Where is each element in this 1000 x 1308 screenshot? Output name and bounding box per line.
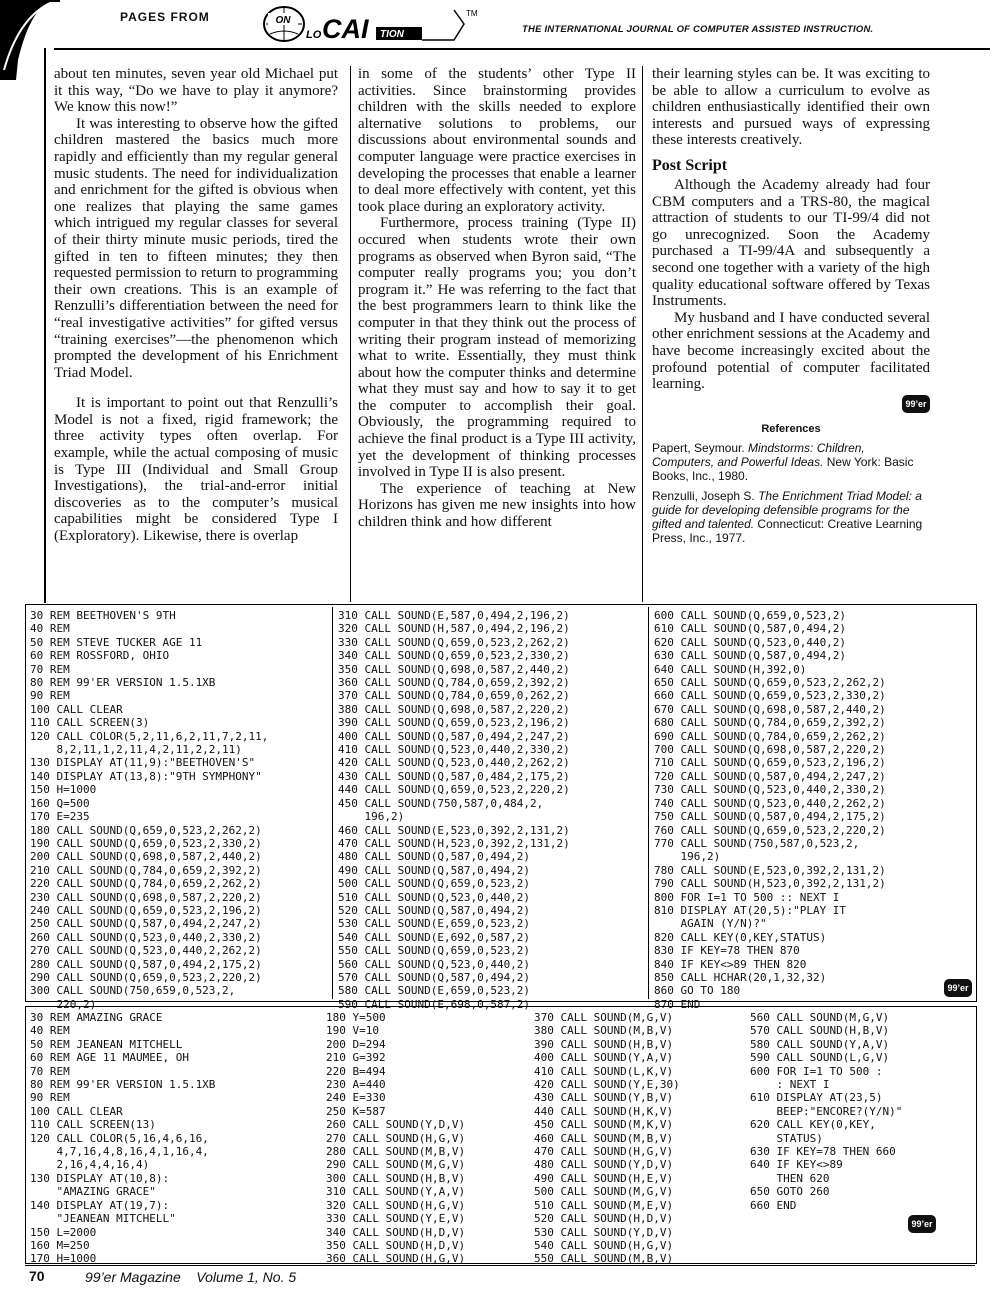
paragraph: It was interesting to observe how the gifted children mastered the basics much more rapidly and efficiently than my regular general music students. The need for individualization and enrichment for the gifted is obvious when one realizes that playing the same games which intrigued my regular classes for several of their thirty minute music periods, tired the gifted in ten to fifteen minutes; they then requested permission to return to programming their own creations. This is an example of Renzulli’s differentiation between the need for “real investigative activities” for gifted versus “training exercises”—the phenomenon which prompted the development of his Enrichment Triad Model. — [54, 115, 338, 381]
footer-rule — [25, 1265, 975, 1266]
column-divider-1 — [350, 66, 351, 602]
listing-column-2: 310 CALL SOUND(E,587,0,494,2,196,2) 320 CALL SOUND(H,587,0,494,2,196,2) 330 CALL SOUND(Q,659,0,523,2,262,2) 340 CALL SOUND(Q,659,0,523,2,330,2) 350 CALL SOUND(Q,698,0,587,2,440,2) 360 CALL SOUND(Q,784,0,659,2,392,2) 370 CALL SOUND(Q,784,0,659,0,262,2) 380 CALL SOUND(Q,698,0,587,2,220,2) 390 CALL SOUND(Q,659,0,523,2,196,2) 400 CALL SOUND(Q,587,0,494,2,247,2) 410 CALL SOUND(Q,523,0,440,2,330,2) 420 CALL SOUND(Q,523,0,440,2,262,2) 430 CALL SOUND(Q,587,0,484,2,175,2) 440 CALL SOUND(Q,659,0,523,2,220,2) 450 CALL SOUND(750,587,0,484,2, 196,2) 460 CALL SOUND(E,523,0,392,2,131,2) 470 CALL SOUND(H,523,0,392,2,131,2) 480 CALL SOUND(Q,587,0,494,2) 490 CALL SOUND(Q,587,0,494,2) 500 CALL SOUND(Q,659,0,523,2) 510 CALL SOUND(Q,523,0,440,2) 520 CALL SOUND(Q,587,0,494,2) 530 CALL SOUND(E,659,0,523,2) 540 CALL SOUND(E,692,0,587,2) 550 CALL SOUND(Q,659,0,523,2) 560 CALL SOUND(Q,523,0,440,2) 570 CALL SOUND(Q,587,0,494,2) 580 CALL SOUND(E,659,0,523,2) 590 CALL SOUND(E,698,0,587,2) — [338, 609, 570, 1011]
paragraph: My husband and I have conducted several other enrichment sessions at the Academy and have become increasingly excited about the profound potential of computer facilitated learning. — [652, 309, 930, 393]
listing-column-1: 30 REM BEETHOVEN'S 9TH 40 REM 50 REM STEVE TUCKER AGE 11 60 REM ROSSFORD, OHIO 70 REM 80 REM 99'ER VERSION 1.5.1XB 90 REM 100 CALL CLEAR 110 CALL SCREEN(3) 120 CALL COLOR(5,2,11,6,2,11,7,2,11, 8,2,11,1,2,11,4,2,11,2,2,11) 130 DISPLAY AT(11,9):"BEETHOVEN'S" 140 DISPLAY AT(13,8):"9TH SYMPHONY" 150 H=1000 160 Q=500 170 E=235 180 CALL SOUND(Q,659,0,523,2,262,2) 190 CALL SOUND(Q,659,0,523,2,330,2) 200 CALL SOUND(Q,698,0,587,2,440,2) 210 CALL SOUND(Q,784,0,659,2,392,2) 220 CALL SOUND(Q,784,0,659,2,262,2) 230 CALL SOUND(Q,698,0,587,2,220,2) 240 CALL SOUND(Q,659,0,523,2,196,2) 250 CALL SOUND(Q,587,0,494,2,247,2) 260 CALL SOUND(Q,523,0,440,2,330,2) 270 CALL SOUND(Q,523,0,440,2,262,2) 280 CALL SOUND(Q,587,0,494,2,175,2) 290 CALL SOUND(Q,659,0,523,2,220,2) 300 CALL SOUND(750,659,0,523,2, 220,2) — [30, 609, 269, 1011]
header-tagline: THE INTERNATIONAL JOURNAL OF COMPUTER ASSISTED INSTRUCTION. — [522, 24, 874, 35]
article-column-1 — [54, 66, 338, 545]
logo-lo-text: LO — [306, 29, 322, 41]
column-divider-2 — [642, 66, 643, 602]
reference-item: Renzulli, Joseph S. The Enrichment Triad Model: a guide for developing defensible programs for the gifted and talented. Connecticut: Creative Learning Press, Inc., 1977. — [652, 488, 923, 545]
page-number: 70 — [29, 1268, 45, 1284]
paragraph: about ten minutes, seven year old Michael put it this way, “Do we have to play it anymore? We know this now!” — [54, 66, 338, 116]
listing-divider — [648, 607, 649, 999]
paragraph: their learning styles can be. It was exciting to be able to allow a curriculum to evolve as children enthusiastically identified their own interests and pursued ways of expressing these interests creatively. — [652, 66, 930, 149]
article-column-3 — [652, 66, 930, 551]
listing-column-2: 180 Y=500 190 V=10 200 D=294 210 G=392 220 B=494 230 A=440 240 E=330 250 K=587 260 CALL SOUND(Y,D,V) 270 CALL SOUND(H,G,V) 280 CALL SOUND(M,B,V) 290 CALL SOUND(M,G,V) 300 CALL SOUND(H,B,V) 310 CALL SOUND(Y,A,V) 320 CALL SOUND(H,G,V) 330 CALL SOUND(Y,E,V) 340 CALL SOUND(H,D,V) 350 CALL SOUND(H,D,V) 360 CALL SOUND(H,G,V) — [326, 1011, 466, 1266]
page-footer — [25, 1268, 975, 1286]
logo-tm-text: TM — [466, 9, 478, 18]
paragraph: in some of the students’ other Type II activities. Since brainstorming provides children with the skills needed to explore alternative solutions to problems, our discussions about environmental sounds and computer language were practice exercises in developing the processes that enable a learner to deal more effectively with content, yet this took place during an exploratory activity. — [358, 66, 636, 215]
corner-flourish — [0, 0, 60, 80]
article-column-2 — [358, 66, 636, 531]
listing-column-3: 370 CALL SOUND(M,G,V) 380 CALL SOUND(M,B,V) 390 CALL SOUND(H,B,V) 400 CALL SOUND(Y,A,V) 410 CALL SOUND(L,K,V) 420 CALL SOUND(Y,E,30) 430 CALL SOUND(Y,B,V) 440 CALL SOUND(H,K,V) 450 CALL SOUND(M,K,V) 460 CALL SOUND(M,B,V) 470 CALL SOUND(H,G,V) 480 CALL SOUND(Y,D,V) 490 CALL SOUND(H,E,V) 500 CALL SOUND(M,G,V) 510 CALL SOUND(M,E,V) 520 CALL SOUND(H,D,V) 530 CALL SOUND(Y,D,V) 540 CALL SOUND(H,G,V) 550 CALL SOUND(M,B,V) — [534, 1011, 680, 1266]
paragraph: It is important to point out that Renzulli’s Model is not a fixed, rigid framework; the three activity types often overlap. For example, while the actual composing of music is Type III (Individual and Small Group Investigations), the trial-and-error initial discoveries as to the computer’s musical capabilities might be considered Type I (Exploratory). Likewise, there is overlap — [54, 395, 338, 545]
footer-magazine-info: 99’er Magazine Volume 1, No. 5 — [85, 1269, 297, 1285]
program-listing-amazing-grace — [25, 1006, 977, 1264]
logo-cai-text: CAI — [322, 14, 369, 44]
header-rule — [54, 48, 990, 50]
99er-badge: 99’er — [908, 1215, 936, 1233]
postscript-heading: Post Script — [652, 156, 728, 174]
99er-badge: 99’er — [944, 979, 972, 997]
program-listing-beethoven — [25, 604, 977, 1011]
oncalocation-logo — [258, 4, 498, 44]
left-margin-rule — [44, 48, 46, 603]
paragraph: The experience of teaching at New Horizons has given me new insights into how children think and how different — [358, 480, 636, 531]
header-pages-from: PAGES FROM — [120, 10, 210, 24]
99er-end-badge: 99’er — [902, 395, 930, 413]
logo-on-text: ON — [275, 15, 291, 26]
listing-column-1: 30 REM AMAZING GRACE 40 REM 50 REM JEANEAN MITCHELL 60 REM AGE 11 MAUMEE, OH 70 REM 80 REM 99'ER VERSION 1.5.1XB 90 REM 100 CALL CLEAR 110 CALL SCREEN(13) 120 CALL COLOR(5,16,4,6,16, 4,7,16,4,8,16,4,1,16,4, 2,16,4,4,16,4) 130 DISPLAY AT(10,8): "AMAZING GRACE" 140 DISPLAY AT(19,7): "JEANEAN MITCHELL" 150 L=2000 160 M=250 170 H=1000 — [30, 1011, 216, 1266]
page-header — [0, 0, 1000, 50]
paragraph: Furthermore, process training (Type II) occured when students wrote their own programs as observed when Byron said, “The computer really programs you; you don’t program it.” He was referring to the fact that the best programmers learn to think like the computer in that they think out the process of writing their program instead of memorizing what to write. Essentially, they must think about how the computer thinks and determine what they must say and how to say it to get the computer to accomplish their goal. Obviously, the programming required to achieve the final product is a Type III activity, yet the development of thinking processes involved in Type II is also present. — [358, 215, 636, 481]
listing-column-4: 560 CALL SOUND(M,G,V) 570 CALL SOUND(H,B,V) 580 CALL SOUND(Y,A,V) 590 CALL SOUND(L,G,V) 600 FOR I=1 TO 500 : : NEXT I 610 DISPLAY AT(23,5) BEEP:"ENCORE?(Y/N)" 620 CALL KEY(0,KEY, STATUS) 630 IF KEY=78 THEN 660 640 IF KEY<>89 THEN 620 650 GOTO 260 660 END — [750, 1011, 903, 1212]
logo-tion-text: TION — [380, 29, 404, 40]
listing-divider — [332, 607, 333, 999]
references-heading: References — [761, 422, 821, 435]
reference-item: Papert, Seymour. Mindstorms: Children, Computers, and Powerful Ideas. New York: Basic Books, Inc., 1980. — [652, 440, 914, 483]
listing-column-3: 600 CALL SOUND(Q,659,0,523,2) 610 CALL SOUND(Q,587,0,494,2) 620 CALL SOUND(Q,523,0,440,2) 630 CALL SOUND(Q,587,0,494,2) 640 CALL SOUND(H,392,0) 650 CALL SOUND(Q,659,0,523,2,262,2) 660 CALL SOUND(Q,659,0,523,2,330,2) 670 CALL SOUND(Q,698,0,587,2,440,2) 680 CALL SOUND(Q,784,0,659,2,392,2) 690 CALL SOUND(Q,784,0,659,2,262,2) 700 CALL SOUND(Q,698,0,587,2,220,2) 710 CALL SOUND(Q,659,0,523,2,196,2) 720 CALL SOUND(Q,587,0,494,2,247,2) 730 CALL SOUND(Q,523,0,440,2,330,2) 740 CALL SOUND(Q,523,0,440,2,262,2) 750 CALL SOUND(Q,587,0,494,2,175,2) 760 CALL SOUND(Q,659,0,523,2,220,2) 770 CALL SOUND(750,587,0,523,2, 196,2) 780 CALL SOUND(E,523,0,392,2,131,2) 790 CALL SOUND(H,523,0,392,2,131,2) 800 FOR I=1 TO 500 :: NEXT I 810 DISPLAY AT(20,5):"PLAY IT AGAIN (Y/N)?" 820 CALL KEY(0,KEY,STATUS) 830 IF KEY=78 THEN 870 840 IF KEY<>89 THEN 820 850 CALL HCHAR(20,1,32,32) 860 GO TO 180 870 END — [654, 609, 886, 1011]
paragraph: Although the Academy already had four CBM computers and a TRS-80, the magical attraction of students to our TI-99/4 did not go unrecognized. Soon the Academy purchased a TI-99/4A and subsequently a second one together with a variety of the high quality educational software offered by Texas Instruments. — [652, 176, 930, 310]
